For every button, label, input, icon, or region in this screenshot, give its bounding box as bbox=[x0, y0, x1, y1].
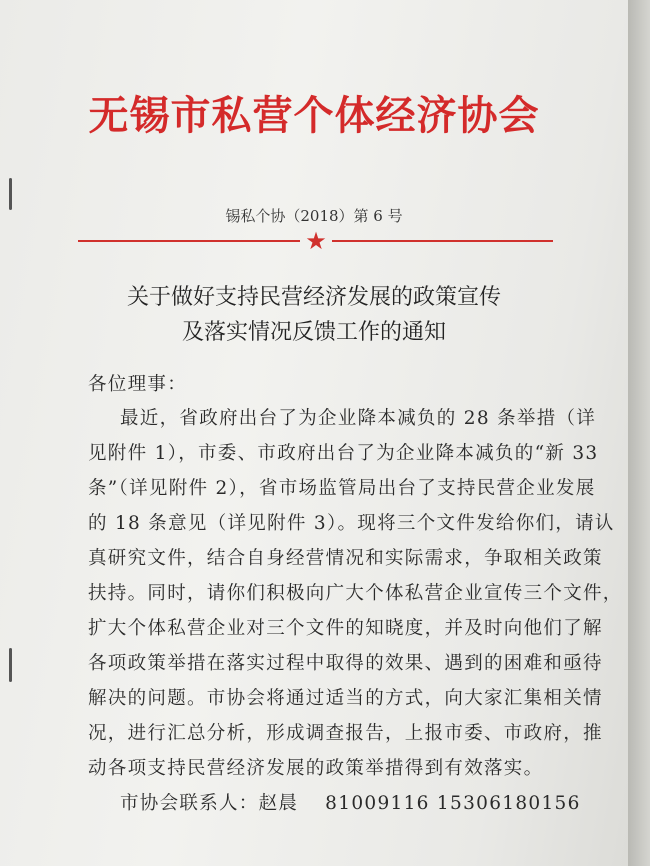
red-star-icon: ★ bbox=[305, 227, 327, 255]
red-divider-left bbox=[78, 240, 300, 242]
body-line: 条”（详见附件 2），省市场监管局出台了支持民营企业发展 bbox=[88, 478, 596, 499]
notice-title-line-1: 关于做好支持民营经济发展的政策宣传 bbox=[126, 285, 501, 310]
body-line: 见附件 1），市委、市政府出台了为企业降本减负的“新 33 bbox=[88, 443, 599, 464]
body-line: 况，进行汇总分析，形成调查报告，上报市委、市政府，推 bbox=[88, 723, 603, 744]
body-line: 扶持。同时，请你们积极向广大个体私营企业宣传三个文件， bbox=[88, 583, 623, 604]
body-line: 扩大个体私营企业对三个文件的知晓度，并及时向他们了解 bbox=[88, 618, 603, 639]
organization-title: 无锡市私营个体经济协会 bbox=[88, 92, 540, 139]
adjacent-page-edge bbox=[628, 0, 650, 866]
document-number: 锡私个协（2018）第 6 号 bbox=[225, 207, 403, 225]
staple-mark bbox=[9, 648, 12, 682]
body-line: 最近，省政府出台了为企业降本减负的 28 条举措（详 bbox=[120, 408, 597, 429]
notice-title-line-2: 及落实情况反馈工作的通知 bbox=[181, 320, 446, 345]
body-line: 动各项支持民营经济发展的政策举措得到有效落实。 bbox=[88, 758, 544, 779]
contact-line: 市协会联系人：赵晨 81009116 15306180156 bbox=[120, 793, 581, 814]
red-divider-right bbox=[332, 240, 553, 242]
body-line: 解决的问题。市协会将通过适当的方式，向大家汇集相关情 bbox=[88, 688, 603, 709]
body-line: 的 18 条意见（详见附件 3）。现将三个文件发给你们，请认 bbox=[88, 513, 615, 534]
body-line: 各项政策举措在落实过程中取得的效果、遇到的困难和亟待 bbox=[88, 653, 603, 674]
body-line: 真研究文件，结合自身经营情况和实际需求，争取相关政策 bbox=[88, 548, 603, 569]
salutation: 各位理事： bbox=[88, 374, 188, 395]
